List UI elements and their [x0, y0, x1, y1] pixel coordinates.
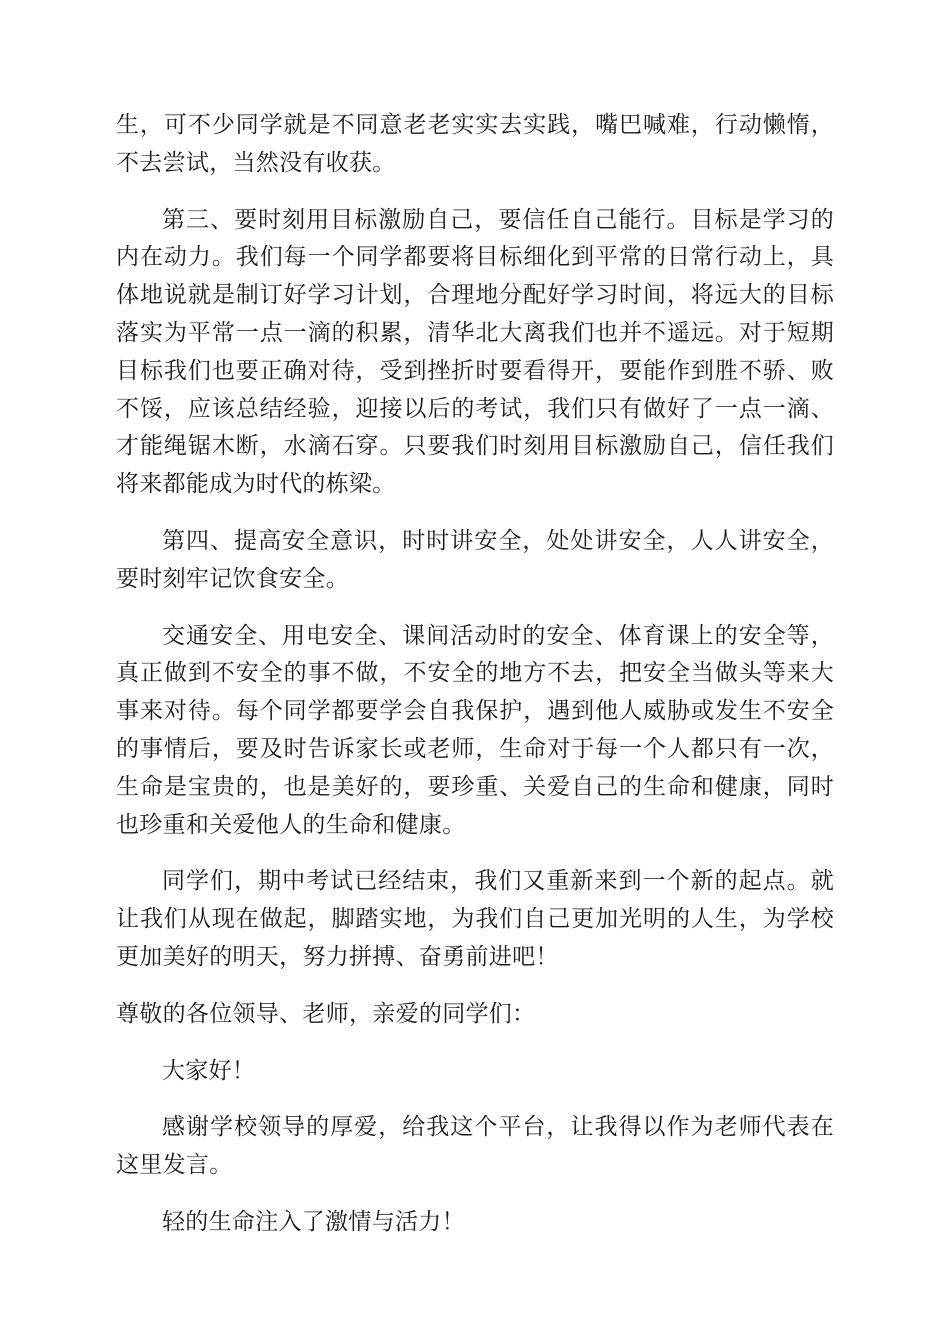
document-page	[116, 107, 834, 1261]
paragraph-point-three-goals: 第三、要时刻用目标激励自己，要信任自己能行。目标是学习的内在动力。我们每一个同学都要将目标细化到平常的日常行动上，具体地说就是制订好学习计划，合理地分配好学习时间，将远大的目标落实为平常一点一滴的积累，清华北大离我们也并不遥远。对于短期目标我们也要正确对待，受到挫折时要看得开，要能作到胜不骄、败不馁，应该总结经验，迎接以后的考试，我们只有做好了一点一滴、才能绳锯木断，水滴石穿。只要我们时刻用目标激励自己，信任我们将来都能成为时代的栋梁。	[116, 206, 834, 498]
paragraph-safety-details: 交通安全、用电安全、课间活动时的安全、体育课上的安全等，真正做到不安全的事不做，不安全的地方不去，把安全当做头等来大事来对待。每个同学都要学会自我保护，遇到他人威胁或发生不安全的事情后，要及时告诉家长或老师，生命对于每一个人都只有一次，生命是宝贵的，也是美好的，要珍重、关爱自己的生命和健康，同时也珍重和关爱他人的生命和健康。	[116, 622, 834, 838]
paragraph-thanks: 感谢学校领导的厚爱，给我这个平台，让我得以作为老师代表在这里发言。	[116, 1114, 834, 1179]
paragraph-continuation: 生，可不少同学就是不同意老老实实去实践，嘴巴喊难，行动懒惰，不去尝试，当然没有收获。	[116, 112, 834, 176]
paragraph-fragment: 轻的生命注入了激情与活力！	[162, 1208, 465, 1235]
salutation: 尊敬的各位领导、老师，亲爱的同学们：	[116, 1000, 536, 1027]
paragraph-point-four-safety: 第四、提高安全意识，时时讲安全，处处讲安全，人人讲安全，要时刻牢记饮食安全。	[116, 527, 834, 592]
greeting: 大家好！	[162, 1057, 256, 1084]
paragraph-closing-exhortation: 同学们，期中考试已经结束，我们又重新来到一个新的起点。就让我们从现在做起，脚踏实地，为我们自己更加光明的人生，为学校更加美好的明天，努力拼搏、奋勇前进吧！	[116, 868, 834, 970]
